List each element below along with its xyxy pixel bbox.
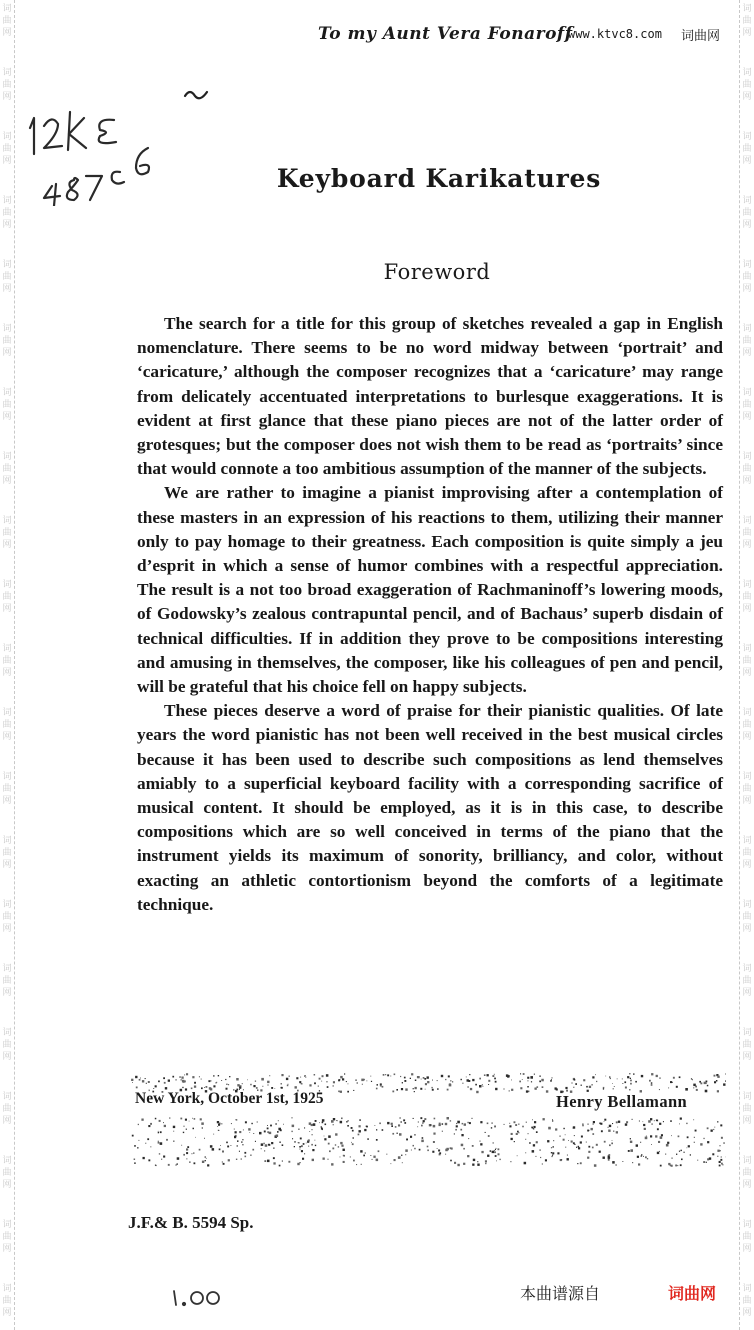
watermark-glyph: 词 (742, 836, 752, 846)
watermark-glyph: 网 (2, 668, 12, 678)
watermark-glyph: 曲 (742, 336, 752, 346)
watermark-glyph: 词 (742, 1092, 752, 1102)
watermark-glyph: 词 (2, 580, 12, 590)
watermark-glyph: 网 (742, 1116, 752, 1126)
watermark-strip-right (739, 0, 754, 1330)
watermark-glyph: 网 (2, 924, 12, 934)
watermark-glyph: 曲 (2, 784, 12, 794)
watermark-glyph: 曲 (742, 80, 752, 90)
watermark-glyph: 词 (742, 196, 752, 206)
watermark-glyph: 网 (742, 1180, 752, 1190)
watermark-glyph: 网 (2, 476, 12, 486)
watermark-glyph: 词 (2, 1156, 12, 1166)
watermark-glyph: 网 (742, 284, 752, 294)
watermark-glyph: 曲 (742, 272, 752, 282)
watermark-glyph: 词 (2, 388, 12, 398)
watermark-glyph: 曲 (2, 272, 12, 282)
watermark-glyph: 网 (742, 92, 752, 102)
watermark-glyph: 网 (2, 1308, 12, 1318)
footer-source-label: 本曲谱源自 (520, 1284, 601, 1303)
watermark-glyph: 词 (2, 1284, 12, 1294)
handwritten-tilde-mark (182, 86, 212, 106)
watermark-glyph: 词 (742, 708, 752, 718)
watermark-glyph: 词 (742, 964, 752, 974)
watermark-glyph: 曲 (2, 976, 12, 986)
watermark-glyph: 网 (742, 476, 752, 486)
watermark-glyph: 曲 (742, 1040, 752, 1050)
watermark-glyph: 曲 (2, 656, 12, 666)
watermark-glyph: 网 (2, 860, 12, 870)
watermark-glyph: 词 (2, 964, 12, 974)
watermark-glyph: 网 (742, 732, 752, 742)
watermark-glyph: 词 (742, 772, 752, 782)
dedication: To my Aunt Vera Fonaroff (318, 24, 573, 44)
footer-site-link[interactable]: 词曲网 (668, 1284, 717, 1303)
watermark-glyph: 曲 (2, 144, 12, 154)
watermark-glyph: 曲 (742, 720, 752, 730)
watermark-glyph: 词 (742, 260, 752, 270)
watermark-glyph: 曲 (742, 784, 752, 794)
watermark-glyph: 曲 (2, 400, 12, 410)
watermark-glyph: 网 (2, 412, 12, 422)
watermark-glyph: 曲 (2, 336, 12, 346)
watermark-glyph: 词 (742, 324, 752, 334)
print-speckle-noise (130, 1055, 726, 1170)
watermark-glyph: 词 (742, 132, 752, 142)
watermark-glyph: 网 (2, 1116, 12, 1126)
watermark-glyph: 词 (2, 1092, 12, 1102)
watermark-glyph: 词 (2, 452, 12, 462)
signoff-author: Henry Bellamann (556, 1092, 688, 1111)
watermark-glyph: 曲 (2, 1040, 12, 1050)
watermark-glyph: 网 (742, 668, 752, 678)
watermark-glyph: 网 (742, 860, 752, 870)
watermark-glyph: 词 (742, 644, 752, 654)
foreword-body (137, 312, 723, 917)
watermark-glyph: 曲 (742, 848, 752, 858)
watermark-glyph: 曲 (2, 1104, 12, 1114)
watermark-glyph: 曲 (2, 592, 12, 602)
signoff-date: New York, October 1st, 1925 (135, 1090, 324, 1107)
watermark-glyph: 曲 (2, 912, 12, 922)
watermark-glyph: 词 (2, 836, 12, 846)
watermark-glyph: 曲 (742, 976, 752, 986)
watermark-glyph: 曲 (2, 1296, 12, 1306)
watermark-glyph: 词 (2, 644, 12, 654)
watermark-glyph: 词 (742, 1220, 752, 1230)
foreword-paragraph-1: The search for a title for this group of sketches revealed a gap in English nomenclature. There seems to be no word midway between ‘portrait’ and ‘caricature,’ although the composer recognizes that a ‘caricature’ may range from delicately accentuated interpretations to burlesque exaggerations. It is evident at first glance that these piano pieces are not of the latter order of grotesques; but the composer does not wish them to be read as ‘portraits’ since that would connote a too ambitious assumption of the manner of the subjects. (137, 314, 723, 479)
watermark-glyph: 网 (742, 1308, 752, 1318)
watermark-glyph: 曲 (742, 208, 752, 218)
watermark-glyph: 曲 (2, 528, 12, 538)
watermark-glyph: 曲 (2, 848, 12, 858)
watermark-glyph: 词 (742, 4, 752, 14)
watermark-glyph: 词 (742, 1284, 752, 1294)
watermark-glyph: 词 (2, 68, 12, 78)
watermark-glyph: 网 (2, 220, 12, 230)
handwritten-price-mark (170, 1285, 230, 1309)
watermark-glyph: 词 (2, 260, 12, 270)
watermark-glyph: 网 (2, 1180, 12, 1190)
foreword-paragraph-3: These pieces deserve a word of praise for their pianistic qualities. Of late years the word pianistic has not been well received in the best musical circles because it has been used to describe such compositions as lend themselves amiably to a superficial keyboard facility with a corresponding sacrifice of musical content. It should be employed, as it is in this case, to describe compositions which are so well conceived in terms of the piano that the instrument yields its maximum of sonority, brilliancy, and color, without exacting an athletic contortionism beyond the comforts of a legitimate technique. (137, 701, 723, 914)
watermark-glyph: 词 (2, 1028, 12, 1038)
watermark-glyph: 词 (742, 68, 752, 78)
watermark-glyph: 网 (2, 732, 12, 742)
watermark-glyph: 曲 (2, 464, 12, 474)
watermark-glyph: 词 (742, 388, 752, 398)
watermark-glyph: 网 (742, 412, 752, 422)
watermark-glyph: 词 (742, 900, 752, 910)
site-url[interactable]: www.ktvc8.com (568, 27, 662, 41)
watermark-glyph: 词 (742, 516, 752, 526)
page-subtitle: Foreword (383, 260, 491, 284)
watermark-glyph: 网 (2, 92, 12, 102)
watermark-glyph: 词 (2, 324, 12, 334)
watermark-glyph: 网 (2, 28, 12, 38)
watermark-glyph: 网 (2, 796, 12, 806)
watermark-glyph: 词 (742, 580, 752, 590)
watermark-glyph: 曲 (742, 400, 752, 410)
watermark-glyph: 词 (2, 772, 12, 782)
watermark-glyph: 网 (742, 28, 752, 38)
page-title: Keyboard Karikatures (276, 164, 602, 193)
watermark-glyph: 曲 (742, 1104, 752, 1114)
watermark-glyph: 曲 (2, 16, 12, 26)
watermark-glyph: 曲 (742, 592, 752, 602)
watermark-glyph: 网 (742, 988, 752, 998)
watermark-glyph: 词 (2, 708, 12, 718)
watermark-glyph: 网 (2, 156, 12, 166)
watermark-glyph: 网 (2, 348, 12, 358)
catalog-number: J.F.& B. 5594 Sp. (128, 1213, 254, 1232)
watermark-glyph: 曲 (742, 656, 752, 666)
watermark-glyph: 网 (2, 284, 12, 294)
watermark-glyph: 网 (742, 348, 752, 358)
watermark-glyph: 词 (742, 1156, 752, 1166)
watermark-strip-left (0, 0, 15, 1330)
watermark-glyph: 曲 (2, 1168, 12, 1178)
foreword-paragraph-2: We are rather to imagine a pianist improvising after a contemplation of these masters in an expression of his reactions to them, utilizing their manner only to pay homage to their greatness. Each composition is quite simply a jeu d’esprit in which a sense of humor combines with a respectful appreciation. The result is a not too broad exaggeration of Rachmaninoff’s lowering moods, of Godowsky’s zealous contrapuntal pencil, and of Bachaus’ superb disdain of technical difficulties. If in addition they prove to be compositions interesting and amusing in themselves, the composer, like his colleagues of pen and pencil, will be grateful that his choice fell on happy subjects. (137, 483, 723, 697)
watermark-glyph: 曲 (742, 1296, 752, 1306)
watermark-glyph: 词 (2, 196, 12, 206)
watermark-glyph: 曲 (742, 1168, 752, 1178)
watermark-glyph: 网 (742, 924, 752, 934)
watermark-glyph: 词 (742, 452, 752, 462)
watermark-glyph: 曲 (2, 80, 12, 90)
watermark-glyph: 曲 (2, 720, 12, 730)
watermark-glyph: 词 (2, 1220, 12, 1230)
watermark-glyph: 网 (742, 1052, 752, 1062)
watermark-glyph: 曲 (742, 528, 752, 538)
watermark-glyph: 曲 (742, 464, 752, 474)
watermark-glyph: 网 (742, 1244, 752, 1254)
watermark-glyph: 网 (2, 1244, 12, 1254)
watermark-glyph: 词 (2, 132, 12, 142)
watermark-glyph: 词 (742, 1028, 752, 1038)
watermark-glyph: 词 (2, 4, 12, 14)
watermark-glyph: 曲 (2, 208, 12, 218)
watermark-glyph: 网 (742, 220, 752, 230)
watermark-glyph: 网 (2, 1052, 12, 1062)
watermark-glyph: 网 (742, 796, 752, 806)
watermark-glyph: 曲 (742, 912, 752, 922)
watermark-glyph: 网 (742, 540, 752, 550)
watermark-glyph: 曲 (2, 1232, 12, 1242)
watermark-glyph: 网 (2, 604, 12, 614)
watermark-glyph: 网 (2, 540, 12, 550)
watermark-glyph: 曲 (742, 16, 752, 26)
site-name-header[interactable]: 词曲网 (681, 29, 721, 44)
watermark-glyph: 曲 (742, 1232, 752, 1242)
watermark-glyph: 词 (2, 900, 12, 910)
watermark-glyph: 网 (742, 604, 752, 614)
watermark-glyph: 词 (2, 516, 12, 526)
watermark-glyph: 曲 (742, 144, 752, 154)
watermark-glyph: 网 (2, 988, 12, 998)
watermark-glyph: 网 (742, 156, 752, 166)
